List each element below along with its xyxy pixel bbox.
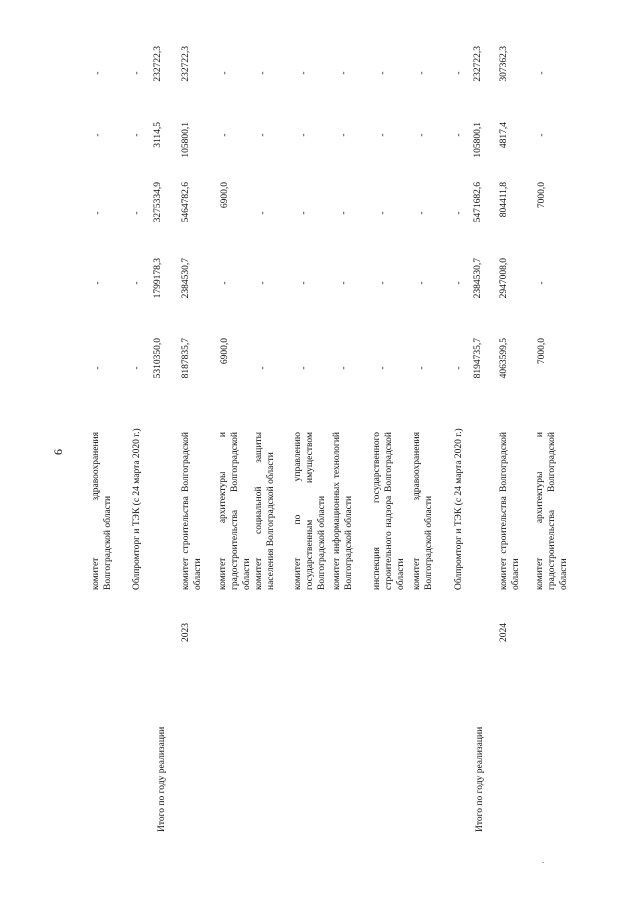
cell: - [378,71,388,75]
cell: 4817,4 [499,122,509,149]
cell: 804411,8 [499,182,509,218]
cell: - [417,133,427,137]
total-cell: 232722,3 [153,46,163,82]
cell: 2947008,0 [499,258,509,299]
cell: - [454,71,464,75]
total-cell: 5471682,6 [473,182,483,223]
row-label: комитет информационных технологий Волгоградской области [332,432,354,590]
year-label: 2024 [499,623,509,642]
cell: 6900,0 [220,338,230,365]
cell: - [132,211,142,215]
row-label: инспекция государственного строительного надзора Волгоградской области [372,432,406,590]
budget-table [70,20,630,880]
cell: - [537,71,547,75]
row-label: Облпромторг и ТЭК (с 24 марта 2020 г.) [132,428,142,590]
cell: - [258,281,268,285]
cell: - [454,211,464,215]
cell: 2384530,7 [181,258,191,299]
cell: - [220,281,230,285]
cell: - [132,71,142,75]
total-cell: 3275334,9 [153,182,163,223]
cell: 5464782,6 [181,182,191,223]
cell: 8187835,7 [181,338,191,379]
total-cell: 5310350,0 [153,338,163,379]
cell: 7000,0 [537,338,547,365]
cell: - [417,281,427,285]
total-cell: 3114,5 [153,122,163,148]
total-label: Итого по году реализации [475,726,485,832]
row-label: комитет здравоохранения Волгоградской области [91,432,113,590]
cell: - [132,281,142,285]
cell: 105800,1 [181,122,191,158]
row-label: комитет социальной защиты населения Волгоградской области [254,432,276,590]
cell: 307362,3 [499,46,509,82]
cell: - [93,281,103,285]
total-cell: 2384530,7 [473,258,483,299]
cell: - [299,211,309,215]
row-label: комитет строительства Волгоградской области [181,432,203,590]
cell: - [299,71,309,75]
cell: - [258,71,268,75]
cell: - [378,281,388,285]
cell: - [537,281,547,285]
cell: - [339,211,349,215]
cell: - [132,133,142,137]
cell: - [339,281,349,285]
total-cell: 232722,3 [473,46,483,82]
cell: - [93,133,103,137]
total-cell: 8194735,7 [473,338,483,379]
cell: - [339,366,349,370]
cell: - [93,71,103,75]
total-cell: 1799178,3 [153,258,163,299]
cell: - [93,366,103,370]
cell: - [378,366,388,370]
cell: - [378,211,388,215]
page-number: 9 [51,449,66,455]
cell: 6900,0 [220,182,230,209]
row-label: комитет строительства Волгоградской области [499,432,521,590]
row-label: комитет по управлению государственным имуществом Волгоградской области [293,432,327,590]
row-label: комитет архитектуры и градостроительства Волгоградской области [535,432,569,590]
cell: - [454,133,464,137]
cell: - [299,133,309,137]
cell: - [258,366,268,370]
row-label: комитет здравоохранения Волгоградской области [412,432,434,590]
cell: - [299,366,309,370]
cell: - [132,366,142,370]
cell: - [299,281,309,285]
cell: - [417,71,427,75]
cell: - [339,71,349,75]
cell: - [220,133,230,137]
cell: - [537,133,547,137]
total-label: Итого по году реализации [157,726,167,832]
cell: - [220,71,230,75]
cell: - [417,366,427,370]
total-cell: 105800,1 [473,122,483,158]
scan-speck [542,862,544,863]
cell: 7000,0 [537,182,547,209]
cell: - [454,366,464,370]
cell: - [93,211,103,215]
year-label: 2023 [181,623,191,642]
cell: - [454,281,464,285]
cell: 232722,3 [181,46,191,82]
cell: 4063599,5 [499,338,509,379]
cell: - [258,211,268,215]
cell: - [258,133,268,137]
cell: - [417,211,427,215]
row-label: комитет архитектуры и градостроительства Волгоградской области [218,432,252,590]
cell: - [339,133,349,137]
cell: - [378,133,388,137]
row-label: Облпромторг и ТЭК (с 24 марта 2020 г.) [454,428,464,590]
